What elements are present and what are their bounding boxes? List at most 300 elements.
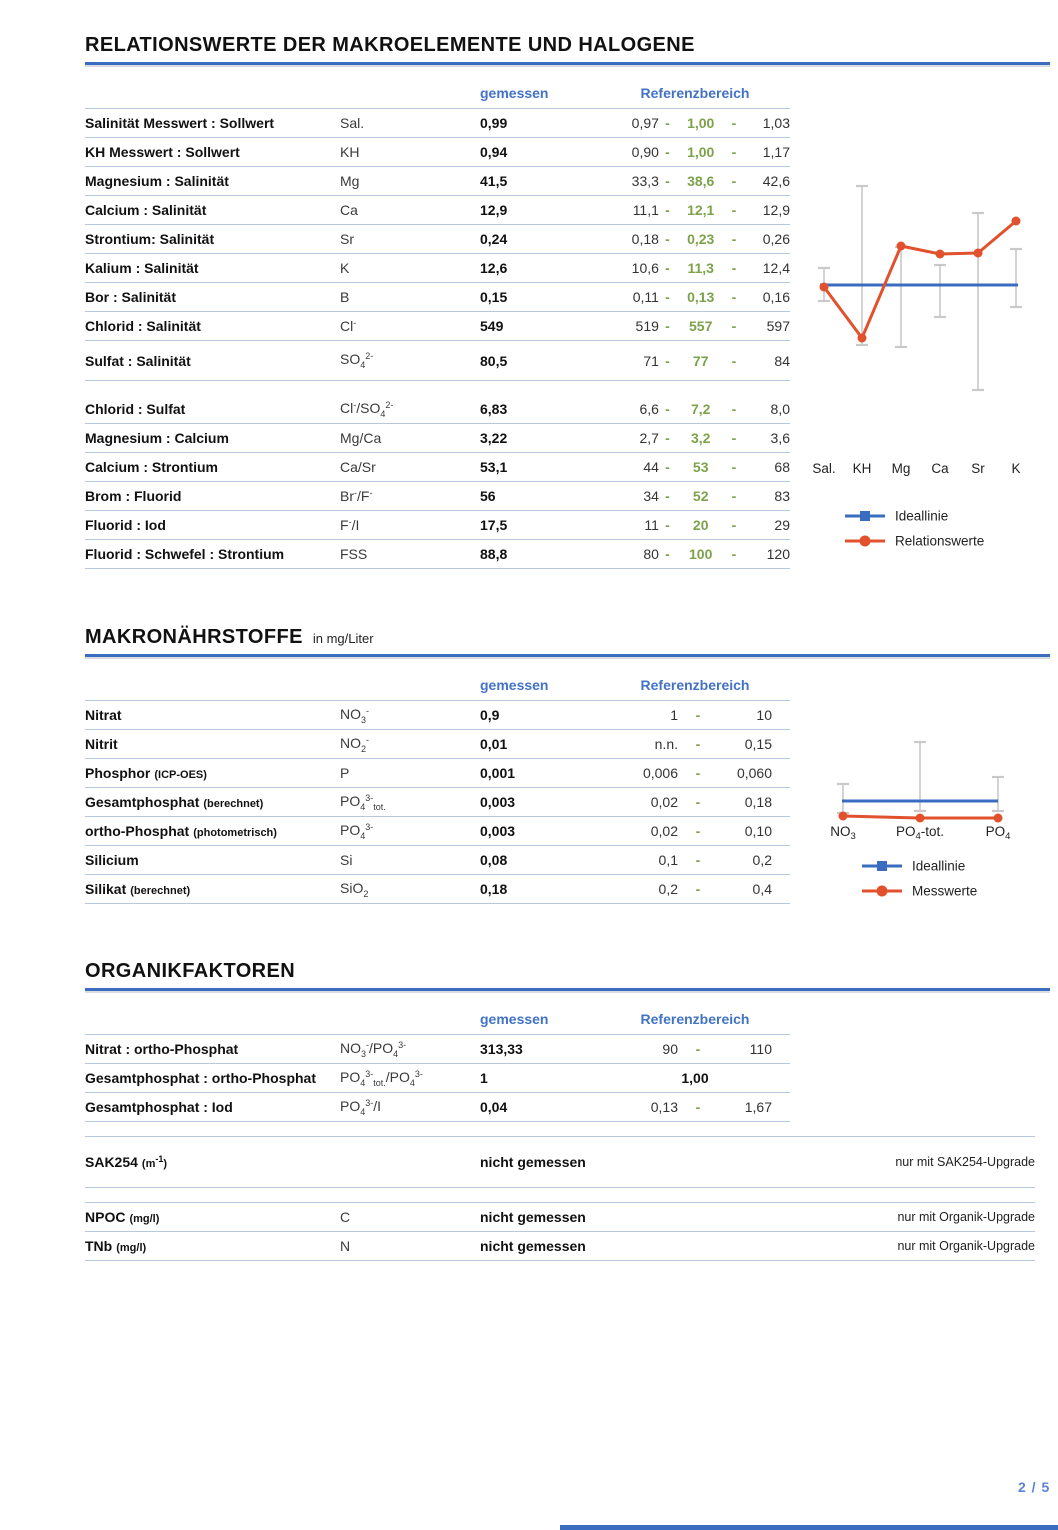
ref-dash: -	[665, 202, 670, 218]
text: F	[340, 517, 349, 533]
row-symbol	[340, 260, 480, 276]
ref-max: 0,2	[752, 852, 772, 868]
row-reference	[600, 430, 790, 446]
ref-dash: -	[731, 231, 737, 247]
ref-dash: -	[665, 318, 670, 334]
table-body	[85, 1035, 1035, 1261]
ref-max: 3,6	[770, 430, 790, 446]
label-text: Kalium : Salinität	[85, 260, 199, 276]
ref-dash: -	[665, 488, 670, 504]
subscript: 4	[360, 830, 366, 841]
text: P	[340, 765, 350, 781]
row-value: 0,003	[480, 823, 516, 839]
row-reference	[600, 517, 790, 533]
row-symbol	[340, 706, 480, 725]
table-row	[85, 1035, 790, 1064]
ref-min: 0,02	[650, 794, 678, 810]
ref-mid: 0,13	[687, 289, 715, 305]
ref-max: 0,18	[744, 794, 772, 810]
text: Cl	[340, 399, 354, 416]
ref-dash: -	[731, 430, 737, 446]
row-label	[85, 289, 340, 305]
text: N	[340, 1238, 351, 1254]
superscript: 3-	[414, 1068, 423, 1079]
label-text: SAK254	[85, 1154, 138, 1170]
reference-range-error-bar	[934, 265, 946, 317]
row-reference	[600, 401, 790, 417]
superscript: 2-	[385, 399, 394, 410]
row-note: nur mit SAK254-Upgrade	[895, 1155, 1035, 1169]
table-row	[85, 254, 790, 283]
ref-max: 597	[766, 318, 790, 334]
table-group	[85, 1035, 790, 1122]
label-note: (berechnet)	[130, 885, 191, 897]
text: FSS	[340, 546, 368, 562]
ref-dash: -	[665, 231, 670, 247]
ref-dash: -	[695, 707, 701, 723]
text: Sal.	[340, 115, 365, 131]
row-reference	[600, 707, 790, 723]
x-axis-label: K	[1011, 461, 1021, 476]
row-label	[85, 517, 340, 533]
ref-dash: -	[731, 144, 737, 160]
ref-max: 0,4	[752, 881, 772, 897]
section-title	[85, 622, 1050, 654]
text: PO	[340, 792, 361, 809]
ref-max: 0,10	[744, 823, 772, 839]
table-row	[85, 1232, 1035, 1261]
row-value: nicht gemessen	[480, 1238, 586, 1254]
row-value: 56	[480, 488, 496, 504]
row-value: 53,1	[480, 459, 508, 475]
table-body	[85, 109, 790, 569]
ref-mid: 38,6	[687, 173, 715, 189]
ref-max: 68	[774, 459, 790, 475]
row-reference	[600, 823, 790, 839]
text: /I	[373, 1097, 382, 1114]
row-label	[85, 401, 340, 417]
ref-dash: -	[665, 459, 670, 475]
ref-min: 0,13	[650, 1099, 678, 1115]
superscript: -	[366, 734, 370, 745]
label-text: Chlorid : Sulfat	[85, 401, 186, 417]
row-value: 0,99	[480, 115, 508, 131]
row-label	[85, 823, 340, 839]
row-reference	[600, 546, 790, 562]
row-reference	[600, 231, 790, 247]
section-title-text: ORGANIKFAKTOREN	[85, 960, 296, 982]
legend-label: Messwerte	[912, 883, 978, 899]
row-symbol	[340, 793, 480, 812]
column-header-referenzbereich: Referenzbereich	[640, 1011, 750, 1027]
measured-point	[1012, 217, 1021, 226]
legend-item	[862, 859, 965, 874]
row-symbol	[340, 822, 480, 841]
ref-max: 8,0	[770, 401, 790, 417]
reference-range-error-bar	[837, 784, 849, 813]
row-value: 0,04	[480, 1099, 508, 1115]
label-note: (mg/l)	[116, 1242, 147, 1254]
ref-min: 90	[662, 1041, 678, 1057]
table-row	[85, 482, 790, 511]
text: PO	[340, 1068, 361, 1085]
row-label	[85, 1041, 340, 1057]
text: NO	[340, 734, 361, 751]
row-value: 0,08	[480, 852, 508, 868]
row-symbol	[340, 1098, 480, 1117]
superscript: -	[369, 488, 373, 498]
text: Cl	[340, 318, 354, 334]
row-symbol	[340, 1238, 480, 1254]
ref-max: 83	[774, 488, 790, 504]
legend-circle-marker	[860, 536, 871, 547]
ref-mid: 11,3	[687, 260, 714, 276]
text: SO	[340, 351, 361, 367]
ref-min: 80	[643, 546, 659, 562]
ref-dash: -	[731, 202, 737, 218]
row-reference	[600, 289, 790, 305]
table-body	[85, 701, 790, 904]
table-header	[85, 657, 790, 701]
subscript: 3	[361, 714, 367, 725]
row-label	[85, 1099, 340, 1115]
label-text: Magnesium : Salinität	[85, 173, 229, 189]
ref-mid: 3,2	[690, 430, 711, 446]
label-text: Silicium	[85, 852, 139, 868]
table-row	[85, 225, 790, 254]
row-reference	[600, 794, 790, 810]
label-text: Fluorid : Iod	[85, 517, 166, 533]
superscript: -1	[155, 1154, 164, 1164]
x-axis-label: KH	[852, 461, 872, 476]
ref-max: 10	[756, 707, 772, 723]
row-label	[85, 115, 340, 131]
row-value: 0,94	[480, 144, 508, 160]
ref-max: 0,060	[736, 765, 772, 781]
ref-dash: -	[731, 318, 737, 334]
table-group	[85, 395, 790, 569]
row-label	[85, 260, 340, 276]
subscript: 2	[363, 888, 369, 899]
row-label	[85, 1154, 340, 1170]
row-symbol	[340, 430, 480, 446]
ref-max: 12,9	[762, 202, 790, 218]
row-value: 88,8	[480, 546, 508, 562]
label-text: Nitrat	[85, 707, 122, 723]
row-reference	[600, 488, 790, 504]
ref-min: 11,1	[632, 202, 659, 218]
table-row	[85, 167, 790, 196]
text: KH	[340, 144, 360, 160]
table-row	[85, 1064, 790, 1093]
row-reference	[600, 736, 790, 752]
ref-dash: -	[665, 546, 670, 562]
reference-range-error-bar	[972, 213, 984, 390]
row-label	[85, 231, 340, 247]
text: PO	[340, 821, 361, 838]
row-label	[85, 794, 340, 810]
ref-mid: 1,00	[687, 144, 715, 160]
label-text: KH Messwert : Sollwert	[85, 144, 240, 160]
ref-dash: -	[731, 289, 737, 305]
row-note: nur mit Organik-Upgrade	[897, 1239, 1035, 1253]
row-symbol	[340, 880, 480, 899]
row-symbol	[340, 231, 480, 247]
ref-mid: 77	[692, 352, 709, 369]
section-organikfaktoren	[85, 956, 1050, 1261]
subscript: 4	[360, 1077, 366, 1088]
reference-range-error-bar	[856, 186, 868, 345]
ref-min: 0,18	[631, 231, 659, 247]
label-text: Nitrat : ortho-Phosphat	[85, 1041, 239, 1057]
ref-dash: -	[731, 488, 737, 504]
chart-makronaehrstoffe	[800, 730, 1058, 920]
x-axis-label: Ca	[931, 461, 949, 476]
section-title	[85, 956, 1050, 988]
measured-point	[858, 334, 867, 343]
legend-circle-marker	[877, 886, 888, 897]
ref-min: 34	[643, 488, 659, 504]
row-label	[85, 765, 340, 781]
ref-mid: 20	[692, 517, 709, 533]
label-text: Brom : Fluorid	[85, 488, 182, 504]
row-label	[85, 144, 340, 160]
label-note: (mg/l)	[129, 1213, 160, 1225]
label-text: Fluorid : Schwefel : Strontium	[85, 546, 285, 562]
row-symbol	[340, 1069, 480, 1088]
ref-dash: -	[665, 401, 670, 417]
row-symbol	[340, 488, 480, 504]
table-header	[85, 991, 790, 1035]
section-title	[85, 30, 1050, 62]
ref-mid: 0,23	[687, 231, 715, 247]
x-axis-label: $NO_3$	[830, 824, 856, 842]
text: /SO	[356, 399, 381, 416]
measured-point	[994, 814, 1003, 823]
legend-item	[845, 534, 984, 549]
ref-dash: -	[695, 823, 701, 839]
reference-range-error-bar	[895, 247, 907, 347]
row-symbol	[340, 351, 480, 370]
label-note: (berechnet)	[203, 798, 264, 810]
table-row	[85, 453, 790, 482]
table-row	[85, 312, 790, 341]
label-text: Gesamtphosphat	[85, 794, 200, 810]
ref-dash: -	[665, 144, 670, 160]
superscript: -	[348, 517, 352, 527]
ref-mid: 12,1	[687, 202, 715, 218]
row-reference	[600, 353, 790, 369]
row-value: 0,01	[480, 736, 508, 752]
table-row	[85, 511, 790, 540]
table-row	[85, 788, 790, 817]
row-reference	[600, 459, 790, 475]
legend-label: Relationswerte	[895, 533, 985, 549]
page-number: 2 / 5	[1018, 1479, 1051, 1495]
table-row	[85, 875, 790, 904]
ref-dash: -	[731, 517, 737, 533]
row-value: 80,5	[480, 352, 508, 369]
row-symbol	[340, 765, 480, 781]
label-text: Bor : Salinität	[85, 289, 177, 305]
row-label	[85, 546, 340, 562]
ref-dash: -	[731, 546, 737, 562]
text: Ca	[340, 202, 358, 218]
ref-min: 6,6	[639, 401, 659, 417]
text: (m	[141, 1158, 156, 1170]
row-symbol	[340, 735, 480, 754]
table-row	[85, 424, 790, 453]
label-text: Sulfat : Salinität	[85, 352, 191, 369]
subscript: 4	[360, 801, 366, 812]
table-row	[85, 138, 790, 167]
row-symbol	[340, 318, 480, 334]
row-label	[85, 736, 340, 752]
row-label	[85, 173, 340, 189]
ref-mid: 100	[689, 546, 713, 562]
row-symbol	[340, 289, 480, 305]
row-value: 313,33	[480, 1041, 523, 1057]
row-value: 0,15	[480, 289, 508, 305]
row-value: 3,22	[480, 430, 508, 446]
table-header	[85, 65, 790, 109]
ref-dash: -	[695, 794, 701, 810]
row-reference	[600, 260, 790, 276]
row-reference	[600, 1041, 790, 1057]
superscript: 2-	[365, 351, 374, 361]
superscript: -	[366, 705, 370, 716]
ref-dash: -	[731, 115, 737, 131]
label-text: Silikat	[85, 881, 127, 897]
ref-dash: -	[695, 1099, 701, 1115]
row-symbol	[340, 517, 480, 533]
table-row	[85, 395, 790, 424]
row-label	[85, 318, 340, 334]
measured-point	[936, 250, 945, 259]
ref-max: 1,17	[762, 144, 790, 160]
superscript: -	[353, 318, 357, 328]
subscript: 4	[360, 1106, 366, 1117]
label-note: (ICP-OES)	[154, 769, 207, 781]
subscript: 3	[361, 1048, 367, 1059]
measured-point	[974, 249, 983, 258]
ref-max: 0,16	[762, 289, 790, 305]
subscript: 2	[361, 743, 367, 754]
ref-min: 1	[670, 707, 678, 723]
row-value: nicht gemessen	[480, 1154, 586, 1170]
row-reference	[600, 1099, 790, 1115]
ref-max: 29	[774, 517, 790, 533]
ref-max: 0,26	[762, 231, 790, 247]
ref-dash: -	[695, 1041, 701, 1057]
column-header-gemessen: gemessen	[480, 677, 549, 693]
column-header-referenzbereich: Referenzbereich	[640, 85, 750, 101]
label-text: Nitrit	[85, 736, 118, 752]
row-reference	[600, 115, 790, 131]
row-label	[85, 353, 340, 369]
table-group	[85, 1202, 1035, 1261]
subscript: 4	[360, 360, 366, 370]
section-title-text: MAKRONÄHRSTOFFE	[85, 626, 303, 648]
table-group	[85, 701, 790, 904]
x-axis-label: $PO_4$	[985, 824, 1011, 842]
row-label	[85, 202, 340, 218]
text: /I	[351, 517, 360, 533]
row-value: 549	[480, 318, 504, 334]
ref-dash: -	[695, 852, 701, 868]
text: /PO	[385, 1068, 410, 1085]
row-symbol	[340, 115, 480, 131]
reference-range-error-bar	[992, 777, 1004, 811]
ref-dash: -	[731, 260, 737, 276]
row-reference	[600, 318, 790, 334]
ref-min: 0,90	[631, 144, 659, 160]
ref-mid: 557	[689, 318, 713, 334]
ref-min: 0,1	[658, 852, 678, 868]
superscript: 3-	[365, 792, 374, 803]
text: Sr	[340, 231, 354, 247]
ref-max: 0,15	[744, 736, 772, 752]
ref-max: 1,03	[762, 115, 790, 131]
text: C	[340, 1209, 351, 1225]
section-subtitle: in mg/Liter	[312, 631, 374, 646]
row-symbol	[340, 852, 480, 868]
superscript: -	[366, 1039, 370, 1050]
table-row	[85, 1203, 1035, 1232]
ref-min: 0,006	[642, 765, 678, 781]
text: B	[340, 289, 350, 305]
table-row	[85, 1093, 790, 1122]
row-reference	[600, 852, 790, 868]
row-value: 41,5	[480, 173, 508, 189]
legend-label: Ideallinie	[895, 508, 949, 524]
row-reference	[600, 144, 790, 160]
row-value: 12,9	[480, 202, 508, 218]
text: Si	[340, 852, 353, 868]
ref-dash: -	[665, 289, 670, 305]
row-value: 1	[480, 1070, 488, 1086]
text: /F	[357, 488, 370, 504]
row-label	[85, 881, 340, 897]
measured-point	[916, 814, 925, 823]
ref-min: 0,97	[631, 115, 659, 131]
row-value: nicht gemessen	[480, 1209, 586, 1225]
label-text: NPOC	[85, 1209, 126, 1225]
row-value: 0,9	[480, 707, 500, 723]
label-note	[141, 1154, 168, 1170]
row-value: 17,5	[480, 517, 508, 533]
row-symbol	[340, 1209, 480, 1225]
footer-accent-bar	[560, 1525, 1058, 1530]
ref-mid: 1,00	[687, 115, 715, 131]
label-text: TNb	[85, 1238, 113, 1254]
row-symbol	[340, 173, 480, 189]
legend-item	[845, 509, 948, 524]
table-row	[85, 759, 790, 788]
text: K	[340, 260, 350, 276]
superscript: 3-	[365, 1097, 374, 1108]
table-row	[85, 341, 790, 381]
ref-dash: -	[665, 517, 670, 533]
ref-min: 11	[644, 517, 659, 533]
row-symbol	[340, 144, 480, 160]
ref-max: 84	[774, 352, 790, 369]
ref-mid: 7,2	[690, 401, 711, 417]
row-symbol	[340, 400, 480, 419]
text: NO	[340, 1039, 361, 1056]
ref-dash: -	[665, 352, 670, 369]
label-text: ortho-Phosphat	[85, 823, 190, 839]
